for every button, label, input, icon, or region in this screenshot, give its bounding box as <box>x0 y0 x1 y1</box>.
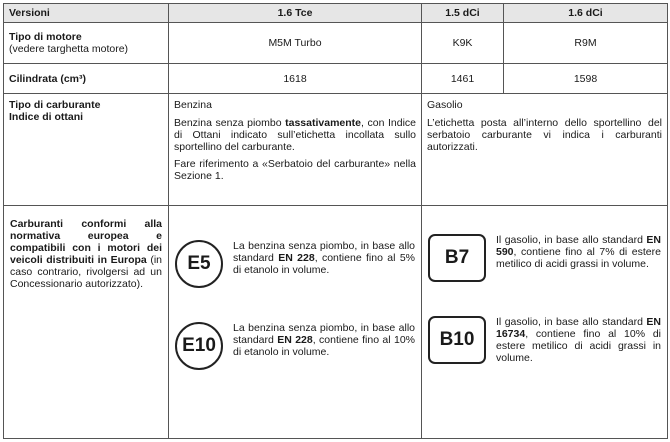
petrol-title: Benzina <box>174 99 212 111</box>
e5-text-start: La benzina senza piombo, in base allo standard <box>233 240 415 264</box>
fuel-type-row <box>4 94 668 206</box>
header-row <box>4 4 668 23</box>
engine-dci15-value: K9K <box>422 23 504 64</box>
header-1-5-dci: 1.5 dCi <box>422 4 504 23</box>
b7-description <box>496 234 661 270</box>
b7-fuel-badge-icon: B7 <box>428 234 486 282</box>
e10-text-end: , contiene fino al 10% di etanolo in volume. <box>233 334 416 358</box>
octane-index-title: Indice di ottani <box>9 111 84 123</box>
e5-fuel-badge-icon: E5 <box>175 240 223 288</box>
compliant-label-bold: Carburanti conformi alla normativa europea e compatibili con i motori dei veicoli distribuiti in Europa <box>10 218 162 266</box>
e5-entry <box>175 240 415 288</box>
compliant-label-normal: (in caso contrario, rivolgersi ad un Concessionario autorizzato). <box>10 254 162 290</box>
header-1-6-tce: 1.6 Tce <box>169 4 422 23</box>
e10-description <box>233 322 415 358</box>
b7-text-start: Il gasolio, in base allo standard <box>496 234 647 246</box>
e10-entry <box>175 322 415 370</box>
header-1-6-dci: 1.6 dCi <box>504 4 668 23</box>
petrol-paragraph-2: Fare riferimento a «Serbatoio del carburante» nella Sezione 1. <box>174 158 416 182</box>
displacement-tce-value: 1618 <box>169 64 422 94</box>
engine-type-row <box>4 23 668 64</box>
e5-text-end: , contiene fino al 5% di etanolo in volume. <box>233 252 415 276</box>
b7-text-end: , contiene fino al 7% di estere metilico di acidi grassi in volume. <box>496 246 661 270</box>
b10-text-end: , contiene fino al 10% di estere metilico di acidi grassi in volume. <box>496 328 661 364</box>
fuel-type-label <box>4 94 169 206</box>
b10-entry <box>428 316 661 364</box>
b10-standard: EN 16734 <box>496 316 661 340</box>
diesel-paragraph-1: L’etichetta posta all’interno dello sportellino del serbatoio carburante vi indica i carburanti autorizzati. <box>427 117 662 153</box>
engine-dci16-value: R9M <box>504 23 668 64</box>
header-versions: Versioni <box>4 4 169 23</box>
petrol-paragraph-1 <box>174 117 416 153</box>
e5-standard: EN 228 <box>278 252 315 264</box>
b10-fuel-badge-icon: B10 <box>428 316 486 364</box>
displacement-dci15-value: 1461 <box>422 64 504 94</box>
compliant-fuels-label <box>4 206 169 439</box>
petrol-p1-start: Benzina senza piombo <box>174 117 286 129</box>
b10-description <box>496 316 661 364</box>
fuel-type-title: Tipo di carburante <box>9 99 101 111</box>
petrol-p1-bold: tassativamente <box>285 117 361 129</box>
diesel-title: Gasolio <box>427 99 463 111</box>
displacement-dci16-value: 1598 <box>504 64 668 94</box>
displacement-label: Cilindrata (cm³) <box>4 64 169 94</box>
b7-standard: EN 590 <box>496 234 661 258</box>
e10-fuel-badge-icon: E10 <box>175 322 223 370</box>
engine-spec-table <box>3 3 668 439</box>
engine-type-sublabel: (vedere targhetta motore) <box>9 43 129 55</box>
diesel-description-cell <box>422 94 668 206</box>
petrol-labels-cell <box>169 206 422 439</box>
diesel-labels-cell <box>422 206 668 439</box>
e10-standard: EN 228 <box>277 334 313 346</box>
b10-text-start: Il gasolio, in base allo standard <box>496 316 647 328</box>
engine-type-title: Tipo di motore <box>9 31 82 43</box>
e5-description <box>233 240 415 276</box>
e10-text-start: La benzina senza piombo, in base allo standard <box>233 322 415 346</box>
engine-type-label <box>4 23 169 64</box>
compliant-fuels-row <box>4 206 668 439</box>
petrol-description-cell <box>169 94 422 206</box>
petrol-p1-end: , con Indice di Ottani indicato sull’etichetta incollata sullo sportellino del carburante. <box>174 117 417 153</box>
b7-entry <box>428 234 661 282</box>
engine-tce-value: M5M Turbo <box>169 23 422 64</box>
displacement-row <box>4 64 668 94</box>
